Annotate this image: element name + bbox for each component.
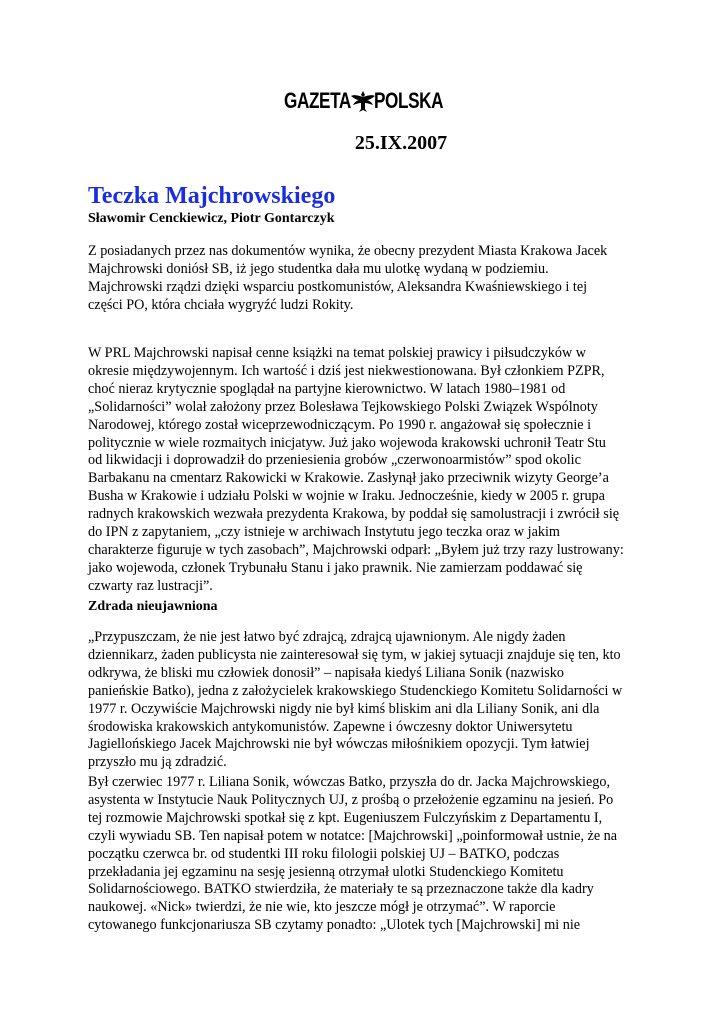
text-line: politycznie w wiele rozmaitych inicjatyw. Już jako wojewoda krakowski uchronił Teatr Stu	[88, 434, 606, 451]
paragraph	[88, 345, 644, 596]
masthead-logo	[284, 86, 442, 116]
text-line: W PRL Majchrowski napisał cenne książki na temat polskiej prawicy i piłsudczyków w	[88, 345, 587, 361]
text-line: Narodowej, którego został wiceprzewodniczącym. Po 1990 r. angażował się społecznie i	[88, 416, 592, 433]
text-line: od likwidacji i doprowadził do przeniesienia grobów „czerwonoarmistów” spod okolic	[88, 452, 581, 469]
article-authors: Sławomir Cenckiewicz, Piotr Gontarczyk	[88, 211, 335, 226]
text-line: „Przypuszczam, że nie jest łatwo być zdrajcą, zdrajcą ujawnionym. Ale nigdy żaden	[88, 629, 566, 645]
eagle-icon	[350, 88, 376, 114]
text-line: Był czerwiec 1977 r. Liliana Sonik, wówczas Batko, przyszła do dr. Jacka Majchrowskiego,	[88, 774, 611, 790]
masthead-right-word: POLSKA	[374, 88, 444, 113]
text-line: czwarty raz lustracji”.	[88, 577, 213, 594]
text-line: odkrywa, że bliski mu człowiek donosił” – napisała kiedyś Liliana Sonik (nazwisko	[88, 664, 564, 681]
text-line: początku czerwca br. od studentki III roku filologii polskiej UJ – BATKO, podczas	[88, 845, 560, 862]
text-line: jako wojewoda, członek Trybunału Stanu i jako prawnik. Nie zamierzam poddawać się	[88, 559, 583, 576]
text-line: Solidarnościowego. BATKO stwierdziła, że materiały te są przeznaczone także dla kadry	[88, 881, 594, 898]
masthead-left-word: GAZETA	[284, 88, 351, 113]
text-line: części PO, która chciała wygryźć ludzi Rokity.	[88, 296, 354, 313]
text-line: do IPN z zapytaniem, „czy istnieje w archiwach Instytutu jego teczka oraz w jakim	[88, 524, 560, 541]
article-title: Teczka Majchrowskiego	[88, 183, 336, 209]
text-line: środowiska krakowskich antykomunistów. Zapewne i ówczesny doktor Uniwersytetu	[88, 718, 573, 735]
text-line: Majchrowski rządzi dzięki wsparciu postkomunistów, Aleksandra Kwaśniewskiego i tej	[88, 278, 588, 295]
text-line: naukowej. «Nick» twierdzi, że nie wie, kto jeszcze mógł je otrzymać”. W raporcie	[88, 899, 556, 916]
text-line: dziennikarz, żaden publicysta nie zainteresował się tym, w jakiej sytuacji znajduje się ten, kto	[88, 646, 621, 663]
text-line: Jagiellońskiego Jacek Majchrowski nie był wówczas miłośnikiem opozycji. Tym łatwiej	[88, 736, 590, 753]
text-line: Busha w Krakowie i udziału Polski w wojnie w Iraku. Jednocześnie, kiedy w 2005 r. grupa	[88, 488, 605, 505]
text-line: 1977 r. Oczywiście Majchrowski nigdy nie był kimś bliskim ani dla Liliany Sonik, ani dla	[88, 700, 600, 717]
text-line: „Solidarności” wolał założony przez Bolesława Tejkowskiego Polski Związek Wspólnoty	[88, 398, 598, 415]
text-line: radnych krakowskich wezwała prezydenta Krakowa, by poddał się samolustracji i zwrócił się	[88, 506, 620, 523]
text-line: choć nieraz krytycznie spoglądał na partyjne kierownictwo. W latach 1980–1981 od	[88, 380, 566, 397]
section-heading: Zdrada nieujawniona	[88, 599, 218, 614]
text-line: przekładania jej egzaminu na sesję jesienną otrzymał ulotki Studenckiego Komitetu	[88, 863, 564, 880]
text-line: Majchrowski doniósł SB, iż jego studentka dała mu ulotkę wydaną w podziemiu.	[88, 260, 549, 277]
text-line: okresie międzywojennym. Ich wartość i dziś jest niekwestionowana. Był członkiem PZPR,	[88, 362, 605, 379]
paragraph	[88, 629, 644, 772]
text-line: tej rozmowie Majchrowski spotkał się z kpt. Eugeniuszem Fulczyńskim z Departamentu I,	[88, 809, 603, 826]
text-line: panieńskie Batko), jedna z założycielek krakowskiego Studenckiego Komitetu Solidarności w	[88, 682, 623, 699]
paragraph	[88, 774, 644, 935]
text-line: Barbakanu na cmentarz Rakowicki w Krakowie. Zasłynął jako przeciwnik wizyty George’a	[88, 470, 609, 487]
text-line: cytowanego funkcjonariusza SB czytamy ponadto: „Ulotek tych [Majchrowski] mi nie	[88, 917, 581, 934]
issue-date: 25.IX.2007	[354, 132, 448, 154]
text-line: czyli wywiadu SB. Ten napisał potem w notatce: [Majchrowski] „poinformował ustnie, że na	[88, 827, 618, 844]
paragraph-lead	[88, 243, 644, 315]
text-line: asystenta w Instytucie Nauk Politycznych UJ, z prośbą o przełożenie egzaminu na jesień. Po	[88, 791, 614, 808]
text-line: Z posiadanych przez nas dokumentów wynika, że obecny prezydent Miasta Krakowa Jacek	[88, 243, 608, 259]
text-line: przyszło mu ją zdradzić.	[88, 754, 227, 771]
text-line: charakterze figuruje w tych zasobach”, Majchrowski odparł: „Byłem już trzy razy lustrowany:	[88, 541, 624, 558]
